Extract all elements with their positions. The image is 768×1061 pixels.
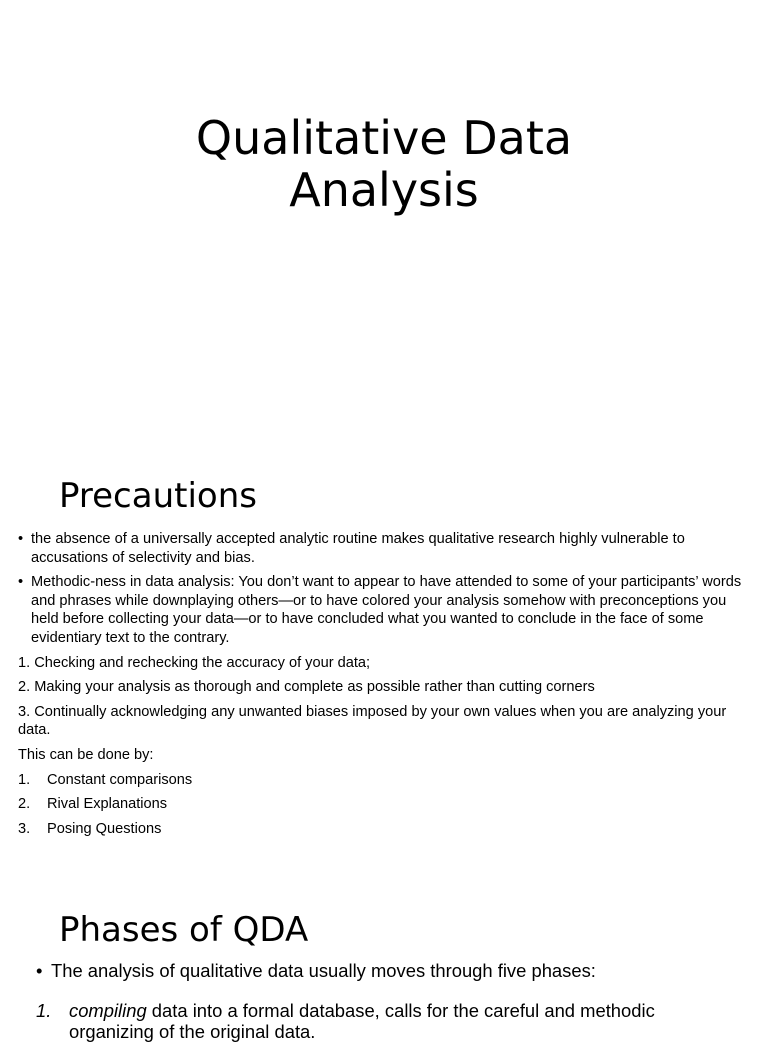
phase-number: 1. — [36, 999, 52, 1021]
method-item — [18, 820, 748, 839]
method-item — [18, 771, 748, 790]
phases-slide — [0, 880, 768, 1043]
phases-heading: Phases of QDA — [59, 910, 309, 950]
precaution-bullet-1: • the absence of a universally accepted analytic routine makes qualitative research highly vulnerable to accusations of selectivity and bias. — [18, 530, 748, 567]
presentation-title — [0, 112, 768, 216]
precaution-point-3: 3. Continually acknowledging any unwanted biases imposed by your own values when you are analyzing your data. — [18, 703, 727, 739]
phases-intro-bullet: • The analysis of qualitative data usually moves through five phases: — [36, 960, 736, 982]
method-number: 2. — [18, 796, 31, 813]
title-line-2: Analysis — [289, 163, 479, 217]
method-number: 1. — [18, 771, 31, 788]
method-label: Constant comparisons — [47, 771, 193, 788]
phases-content — [36, 960, 736, 1061]
precautions-heading: Precautions — [59, 476, 257, 516]
precaution-point-2: 2. Making your analysis as thorough and complete as possible rather than cutting corners — [18, 679, 595, 696]
methods-intro: This can be done by: — [18, 746, 154, 763]
precaution-bullet-2: • Methodic-ness in data analysis: You don’t want to appear to have attended to some of your participants’ words and phrases while downplaying others—or to have colored your analysis somehow with preconceptions you held before collecting your data—or to have concluded what you wanted to conclude in the face of some evidentiary text to the contrary. — [18, 573, 748, 647]
precaution-point-1: 1. Checking and rechecking the accuracy of your data; — [18, 654, 371, 671]
title-slide — [0, 0, 768, 440]
precautions-content — [18, 530, 748, 845]
phase-item — [36, 1000, 736, 1043]
phase-description: data into a formal database, calls for the careful and methodic organizing of the original data. — [69, 999, 655, 1043]
method-number: 3. — [18, 821, 31, 838]
precautions-slide — [0, 440, 768, 880]
title-line-1: Qualitative Data — [195, 111, 573, 165]
method-label: Rival Explanations — [47, 796, 168, 813]
method-label: Posing Questions — [47, 821, 162, 838]
method-item — [18, 795, 748, 814]
phase-term: compiling — [69, 999, 147, 1021]
